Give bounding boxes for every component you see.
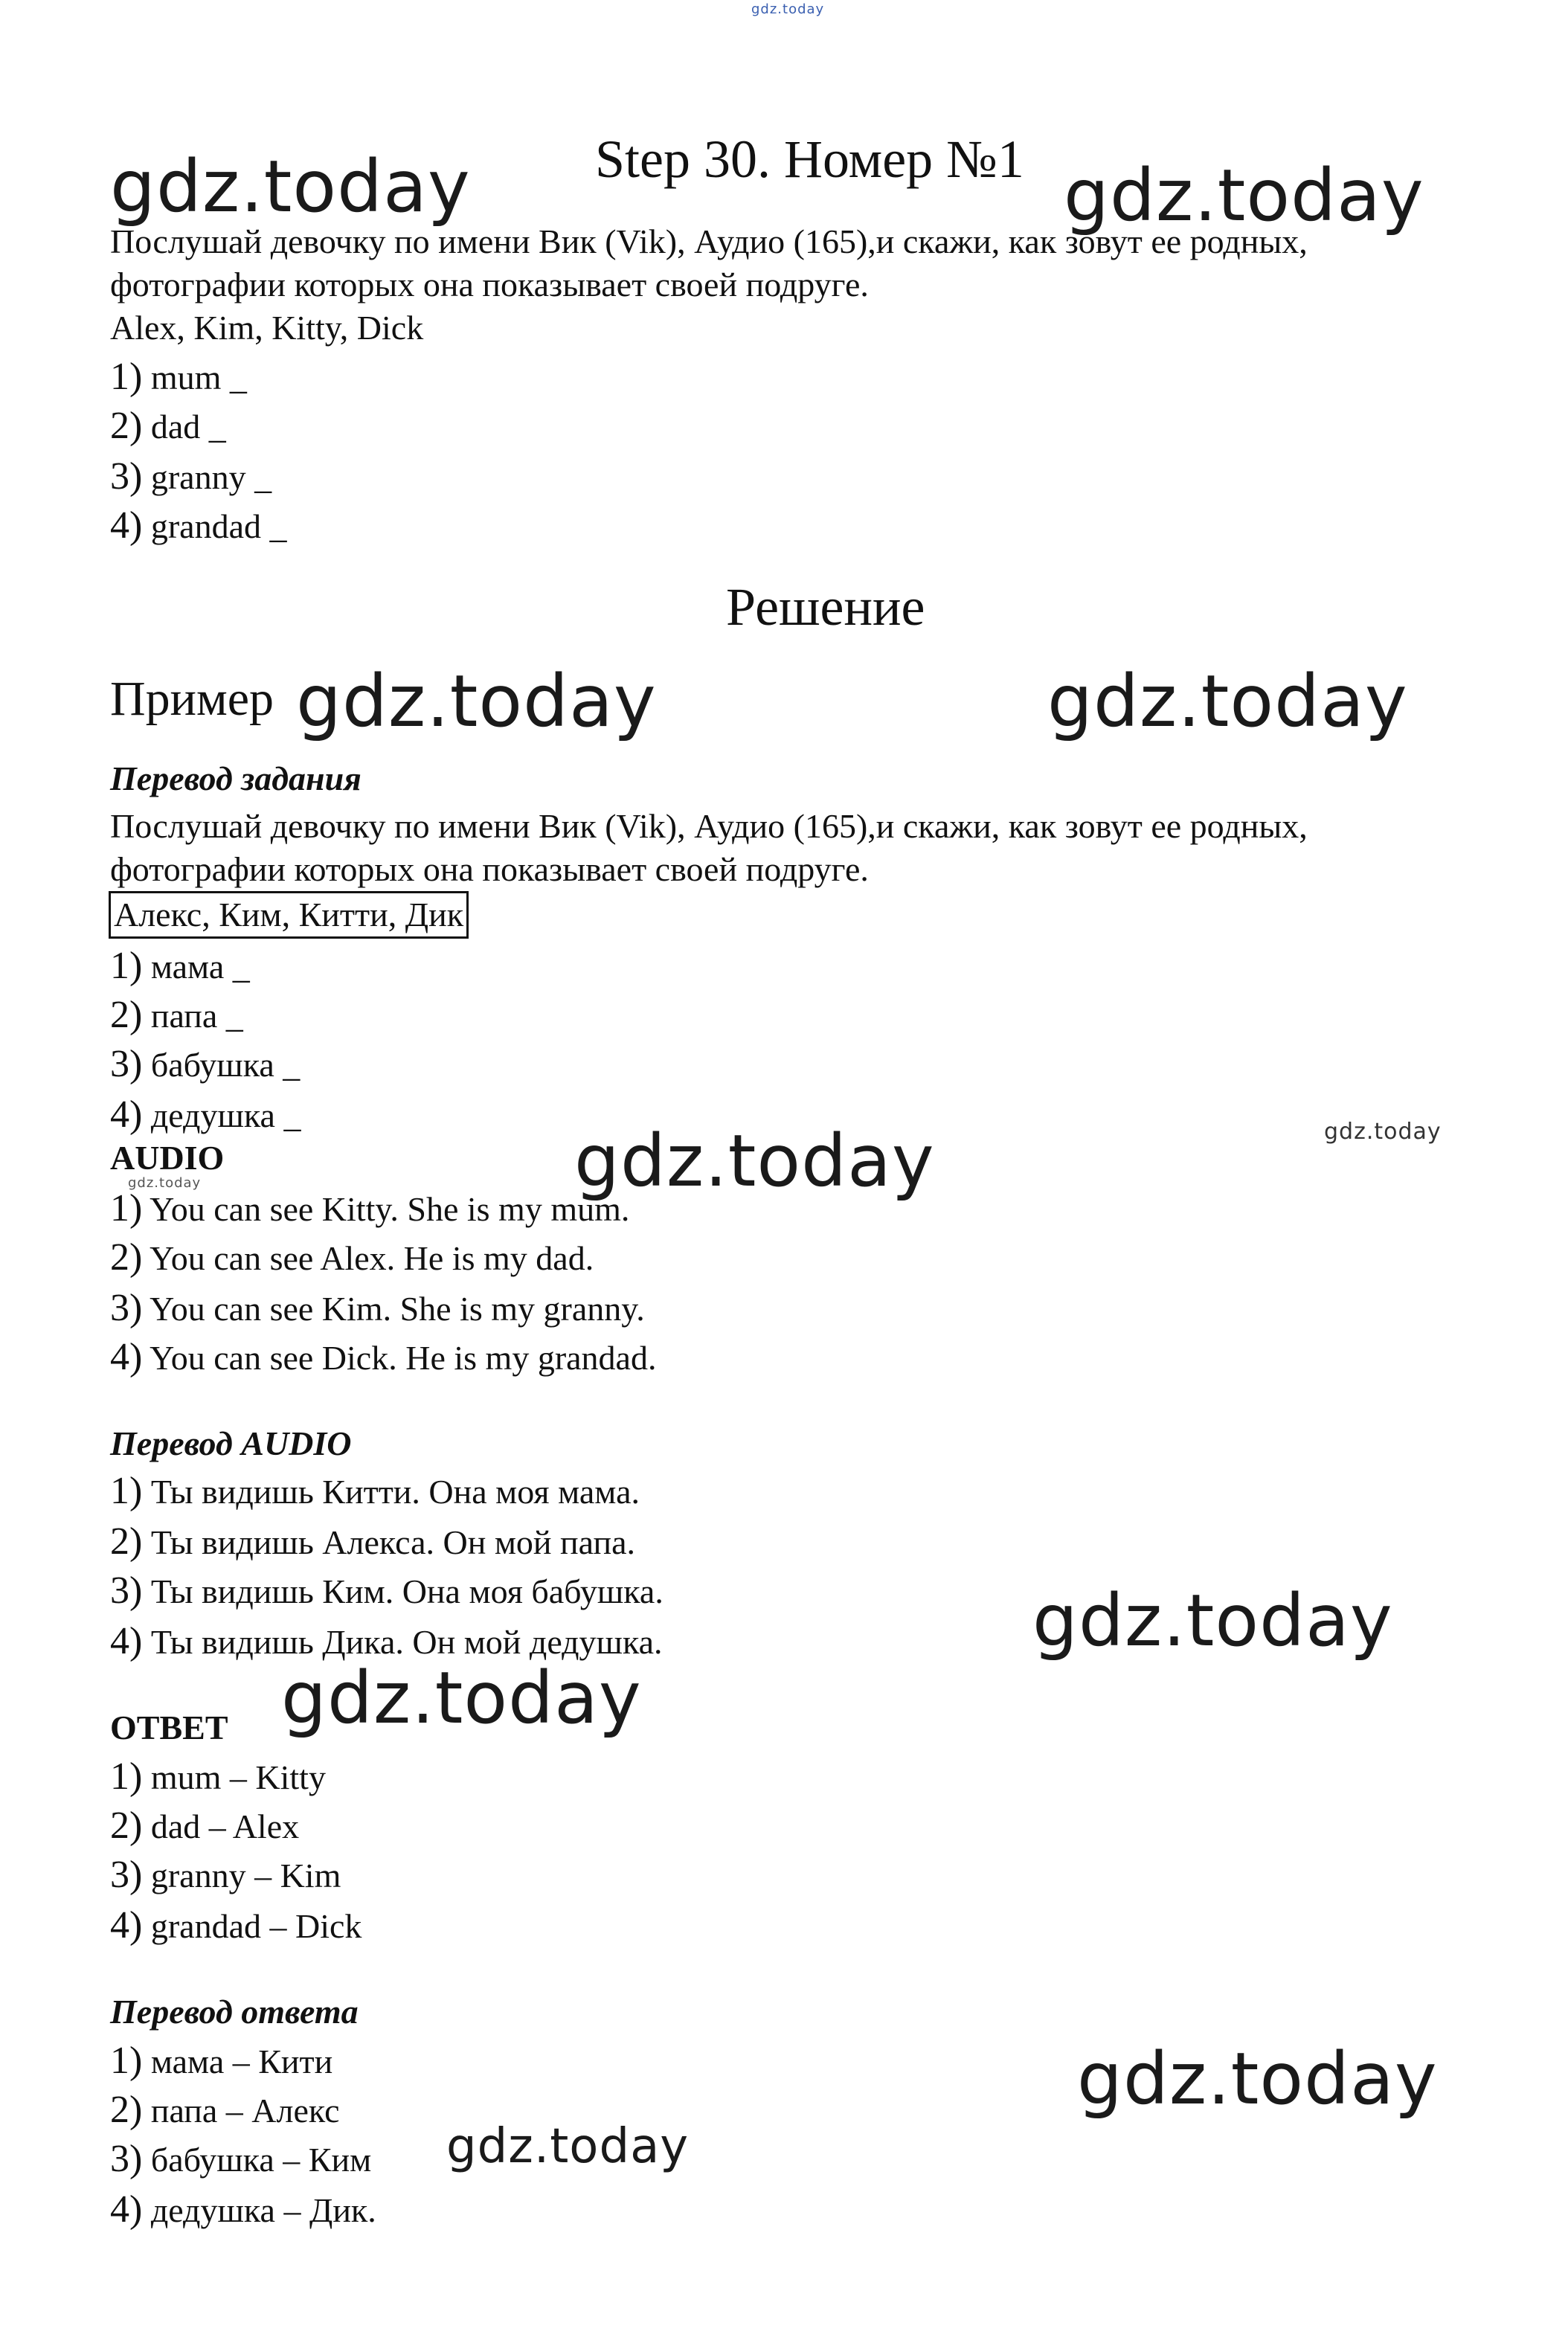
task-item: 3) granny _ (110, 455, 272, 498)
audio-translation-item: 2) Ты видишь Алекса. Он мой папа. (110, 1520, 636, 1563)
translation-names-box: Алекс, Ким, Китти, Дик (109, 891, 469, 939)
page-title: Step 30. Номер №1 (595, 129, 1024, 189)
answer-item: 4) grandad – Dick (110, 1904, 362, 1947)
example-label: Пример (110, 672, 274, 726)
answer-translation-item: 4) дедушка – Дик. (110, 2188, 376, 2231)
audio-item: 3) You can see Kim. She is my granny. (110, 1287, 645, 1329)
watermark: gdz.today (1064, 154, 1424, 237)
watermark: gdz.today (296, 660, 657, 743)
watermark: gdz.today (1324, 1119, 1442, 1145)
task-item: 4) grandad _ (110, 504, 287, 547)
task-text-line-1: Послушай девочку по имени Вик (Vik), Аудио (165),и скажи, как зовут ее родных, (110, 222, 1308, 260)
audio-heading: AUDIO (110, 1139, 225, 1177)
watermark: gdz.today (1047, 660, 1408, 743)
translation-item: 3) бабушка _ (110, 1043, 301, 1085)
answer-translation-item: 1) мама – Кити (110, 2040, 333, 2082)
audio-translation-item: 3) Ты видишь Ким. Она моя бабушка. (110, 1569, 663, 1612)
translation-item: 1) мама _ (110, 945, 250, 987)
answer-item: 3) granny – Kim (110, 1854, 341, 1896)
watermark: gdz.today (110, 145, 471, 228)
task-item: 2) dad _ (110, 405, 226, 447)
solution-heading: Решение (726, 577, 925, 637)
watermark: gdz.today (281, 1656, 642, 1740)
task-names: Alex, Kim, Kitty, Dick (110, 309, 424, 347)
answer-heading: ОТВЕТ (110, 1709, 228, 1746)
audio-item: 1) You can see Kitty. She is my mum. (110, 1187, 630, 1230)
answer-item: 2) dad – Alex (110, 1804, 300, 1847)
answer-translation-item: 3) бабушка – Ким (110, 2138, 372, 2180)
audio-item: 2) You can see Alex. He is my dad. (110, 1236, 594, 1279)
watermark: gdz.today (128, 1175, 202, 1191)
translation-text-line-2: фотографии которых она показывает своей подруге. (110, 850, 869, 888)
watermark: gdz.today (1032, 1579, 1393, 1662)
translation-item: 2) папа _ (110, 994, 243, 1036)
answer-translation-item: 2) папа – Алекс (110, 2089, 340, 2131)
task-item: 1) mum _ (110, 356, 247, 398)
watermark: gdz.today (446, 2119, 690, 2174)
audio-translation-heading: Перевод AUDIO (110, 1424, 352, 1462)
audio-translation-item: 1) Ты видишь Китти. Она моя мама. (110, 1470, 640, 1512)
task-text-line-2: фотографии которых она показывает своей подруге. (110, 266, 869, 303)
audio-translation-item: 4) Ты видишь Дика. Он мой дедушка. (110, 1620, 663, 1662)
translation-item: 4) дедушка _ (110, 1093, 301, 1136)
translation-heading: Перевод задания (110, 759, 362, 797)
audio-item: 4) You can see Dick. He is my grandad. (110, 1336, 657, 1378)
watermark: gdz.today (574, 1119, 935, 1203)
watermark-top: gdz.today (751, 1, 825, 17)
answer-item: 1) mum – Kitty (110, 1755, 326, 1798)
answer-translation-heading: Перевод ответа (110, 1993, 359, 2031)
translation-text-line-1: Послушай девочку по имени Вик (Vik), Аудио (165),и скажи, как зовут ее родных, (110, 807, 1308, 845)
watermark: gdz.today (1077, 2037, 1438, 2121)
